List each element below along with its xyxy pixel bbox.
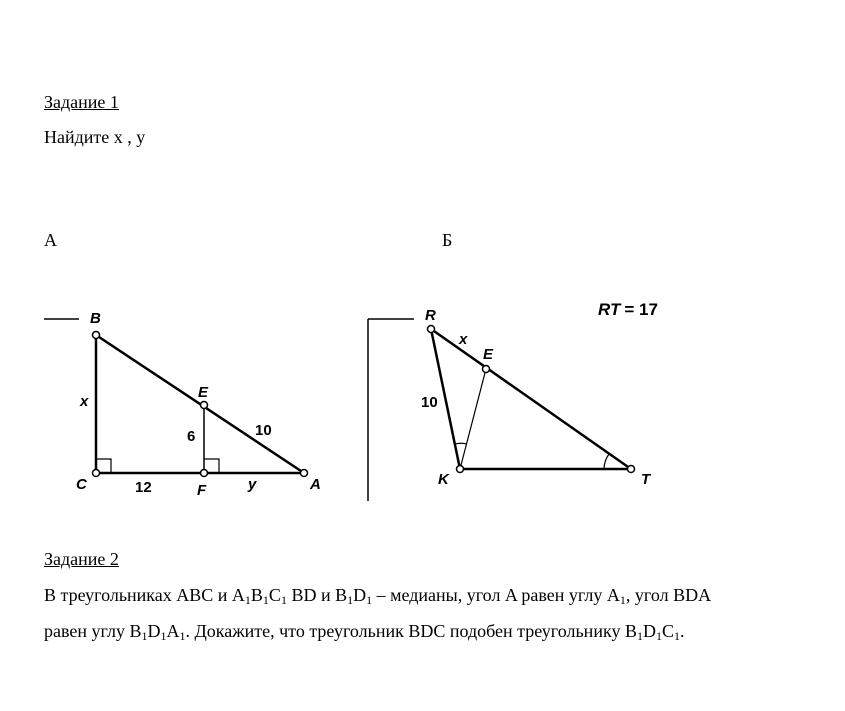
angle-mark-k: [455, 443, 467, 444]
task1-subtitle: Найдите x , y: [44, 127, 146, 147]
subscript: 1: [141, 629, 148, 643]
length-ea: 10: [255, 422, 272, 439]
subscript: 1: [366, 593, 373, 607]
label-e: E: [198, 384, 209, 401]
label-x-b: x: [459, 331, 468, 348]
point-c: [93, 470, 100, 477]
task2-line2: равен углу $B_1D_1A_1$. Докажите, что треугольник BDC подобен треугольнику $B_1D_1C_1$.: [44, 621, 685, 643]
subscript: 1: [160, 629, 167, 643]
label-x: x: [80, 393, 89, 410]
length-ef: 6: [187, 428, 196, 445]
point-r: [428, 326, 435, 333]
label-r: R: [425, 307, 436, 324]
label-c: C: [76, 476, 87, 493]
point-e-b: [483, 366, 490, 373]
label-a: A: [310, 476, 321, 493]
subscript: 1: [262, 593, 269, 607]
segment-rt: [431, 329, 631, 469]
subscript: 1: [673, 629, 680, 643]
subscript: 1: [619, 593, 626, 607]
task2-title: Задание 2: [44, 549, 119, 569]
angle-mark-t: [604, 454, 609, 469]
segment-ke: [460, 369, 486, 469]
point-k: [457, 466, 464, 473]
task1-title: Задание 1: [44, 92, 119, 112]
subscript: 1: [280, 593, 287, 607]
subscript: 1: [655, 629, 662, 643]
label-t: T: [641, 471, 651, 488]
length-rk: 10: [421, 394, 438, 411]
task2-line1: В треугольниках ABC и $A_1B_1C_1$ BD и $B_1D_1$ – медианы, угол A равен углу $A_1$, угол BDA: [44, 585, 712, 607]
length-cf: 12: [135, 479, 152, 496]
point-t: [628, 466, 635, 473]
figure-a: [44, 310, 321, 499]
figure-b: [368, 300, 658, 501]
point-f: [201, 470, 208, 477]
label-f: F: [197, 482, 207, 499]
figure-b-label: Б: [442, 230, 453, 250]
condition-rt: [598, 300, 658, 319]
label-k: K: [438, 471, 449, 488]
label-b: B: [90, 310, 101, 327]
point-e: [201, 402, 208, 409]
condition-rt-name: RT: [598, 300, 621, 319]
label-y: y: [248, 476, 257, 493]
condition-rt-value: = 17: [624, 300, 658, 319]
label-e-b: E: [483, 346, 494, 363]
subscript: 1: [347, 593, 354, 607]
subscript: 1: [636, 629, 643, 643]
subscript: 1: [179, 629, 186, 643]
figure-a-label: А: [44, 230, 57, 250]
subscript: 1: [244, 593, 251, 607]
point-b: [93, 332, 100, 339]
point-a: [301, 470, 308, 477]
